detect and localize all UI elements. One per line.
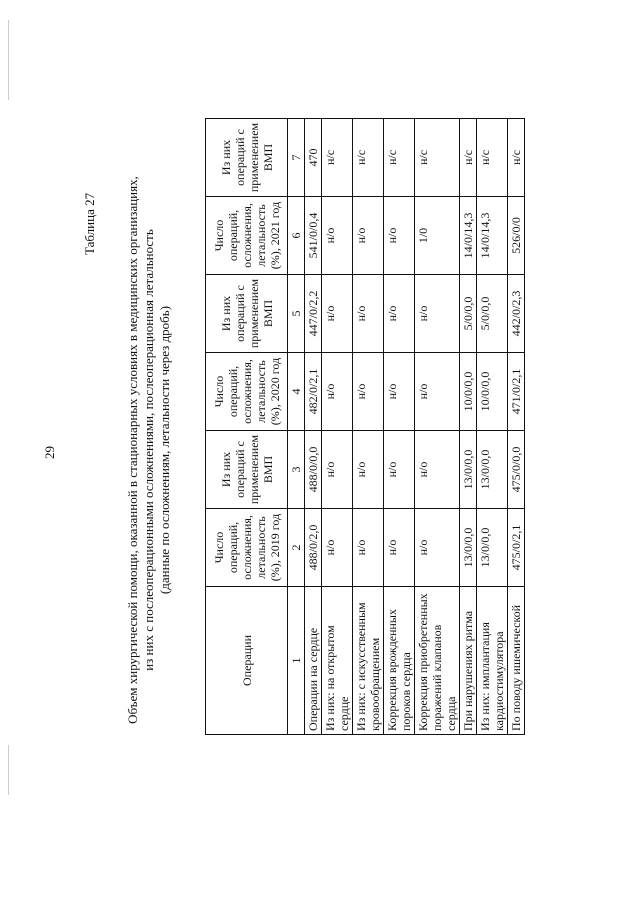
- cell-2020: 482/0/2,1: [305, 353, 322, 431]
- cell-2019: н/о: [353, 509, 384, 587]
- table-row: [477, 119, 508, 735]
- cell-vmp-2021: н/с: [477, 119, 508, 197]
- row-label: Из них: имплантация кардиостимулятора: [477, 587, 508, 735]
- table-row: [415, 119, 460, 735]
- title-line-1: Объем хирургической помощи, оказанной в стационарных условиях в медицинских организациях,: [125, 176, 140, 724]
- col-header-vmp-2019: Из них операций с применением ВМП: [206, 431, 288, 509]
- cell-vmp-2019: н/о: [415, 431, 460, 509]
- cell-vmp-2019: 13/0/0,0: [477, 431, 508, 509]
- cell-vmp-2020: н/о: [384, 275, 415, 353]
- cell-2021: н/о: [322, 197, 353, 275]
- cell-vmp-2020: 447/0/2,2: [305, 275, 322, 353]
- cell-vmp-2021: н/с: [508, 119, 525, 197]
- surgery-table: [205, 118, 525, 735]
- cell-vmp-2020: 5/0/0,0: [477, 275, 508, 353]
- cell-vmp-2019: 488/0/0,0: [305, 431, 322, 509]
- cell-2020: н/о: [384, 353, 415, 431]
- table-row: [460, 119, 477, 735]
- cell-vmp-2019: н/о: [384, 431, 415, 509]
- column-number-row: [288, 119, 305, 735]
- row-label: Из них: с искусственным кровообращением: [353, 587, 384, 735]
- title-line-3: (данные по осложнениям, летальности через дробь): [157, 305, 172, 595]
- cell-vmp-2021: н/с: [322, 119, 353, 197]
- cell-vmp-2020: н/о: [415, 275, 460, 353]
- col-header-vmp-2020: Из них операций с применением ВМП: [206, 275, 288, 353]
- table-label: Таблица 27: [82, 192, 97, 255]
- table-row: [305, 119, 322, 735]
- col-header-2019: Число операций, осложнения, летальность (%), 2019 год: [206, 509, 288, 587]
- cell-vmp-2019: 13/0/0,0: [460, 431, 477, 509]
- cell-2021: 14/0/14,3: [460, 197, 477, 275]
- cell-vmp-2019: н/о: [322, 431, 353, 509]
- cell-2019: 13/0/0,0: [477, 509, 508, 587]
- cell-vmp-2020: 442/0/2,3: [508, 275, 525, 353]
- table-row: [508, 119, 525, 735]
- cell-2019: н/о: [322, 509, 353, 587]
- col-number: 3: [288, 431, 305, 509]
- col-header-2021: Число операций, осложнения, летальность (%), 2021 год: [206, 197, 288, 275]
- cell-vmp-2019: н/о: [353, 431, 384, 509]
- cell-vmp-2020: н/о: [353, 275, 384, 353]
- cell-vmp-2021: 470: [305, 119, 322, 197]
- col-number: 4: [288, 353, 305, 431]
- header-row: [206, 119, 288, 735]
- col-number: 6: [288, 197, 305, 275]
- cell-2020: 471/0/2,1: [508, 353, 525, 431]
- cell-vmp-2021: н/с: [415, 119, 460, 197]
- cell-vmp-2020: 5/0/0,0: [460, 275, 477, 353]
- table-row: [322, 119, 353, 735]
- row-label: Из них: на открытом сердце: [322, 587, 353, 735]
- cell-2020: н/о: [353, 353, 384, 431]
- row-label: При нарушениях ритма: [460, 587, 477, 735]
- cell-2019: н/о: [384, 509, 415, 587]
- table-row: [353, 119, 384, 735]
- cell-vmp-2021: н/с: [460, 119, 477, 197]
- row-label: Операции на сердце: [305, 587, 322, 735]
- cell-2020: н/о: [415, 353, 460, 431]
- cell-2020: н/о: [322, 353, 353, 431]
- cell-vmp-2021: н/с: [353, 119, 384, 197]
- cell-vmp-2021: н/с: [384, 119, 415, 197]
- row-label: Коррекция приобретенных поражений клапанов сердца: [415, 587, 460, 735]
- cell-2021: 526/0/0: [508, 197, 525, 275]
- col-number: 5: [288, 275, 305, 353]
- table-title: [125, 105, 173, 795]
- col-number: 7: [288, 119, 305, 197]
- cell-2019: 488/0/2,0: [305, 509, 322, 587]
- table-row: [384, 119, 415, 735]
- row-label: Коррекция врожденных пороков сердца: [384, 587, 415, 735]
- col-header-2020: Число операций, осложнения, летальность (%), 2020 год: [206, 353, 288, 431]
- row-label: По поводу ишемической: [508, 587, 525, 735]
- cell-2019: 13/0/0,0: [460, 509, 477, 587]
- cell-2019: н/о: [415, 509, 460, 587]
- col-header-vmp-2021: Из них операций с применением ВМП: [206, 119, 288, 197]
- cell-2021: 541/0/0,4: [305, 197, 322, 275]
- cell-2021: 14/0/14,3: [477, 197, 508, 275]
- col-number: 1: [288, 587, 305, 735]
- cell-vmp-2019: 475/0/0,0: [508, 431, 525, 509]
- col-header-operations: Операции: [206, 587, 288, 735]
- col-number: 2: [288, 509, 305, 587]
- cell-2020: 10/0/0,0: [477, 353, 508, 431]
- cell-2021: н/о: [384, 197, 415, 275]
- cell-2020: 10/0/0,0: [460, 353, 477, 431]
- cell-vmp-2020: н/о: [322, 275, 353, 353]
- cell-2019: 475/0/2,1: [508, 509, 525, 587]
- cell-2021: н/о: [353, 197, 384, 275]
- title-line-2: из них с послеоперационными осложнениями, послеоперационная летальность: [141, 229, 156, 671]
- page-number: 29: [42, 446, 57, 459]
- cell-2021: 1/0: [415, 197, 460, 275]
